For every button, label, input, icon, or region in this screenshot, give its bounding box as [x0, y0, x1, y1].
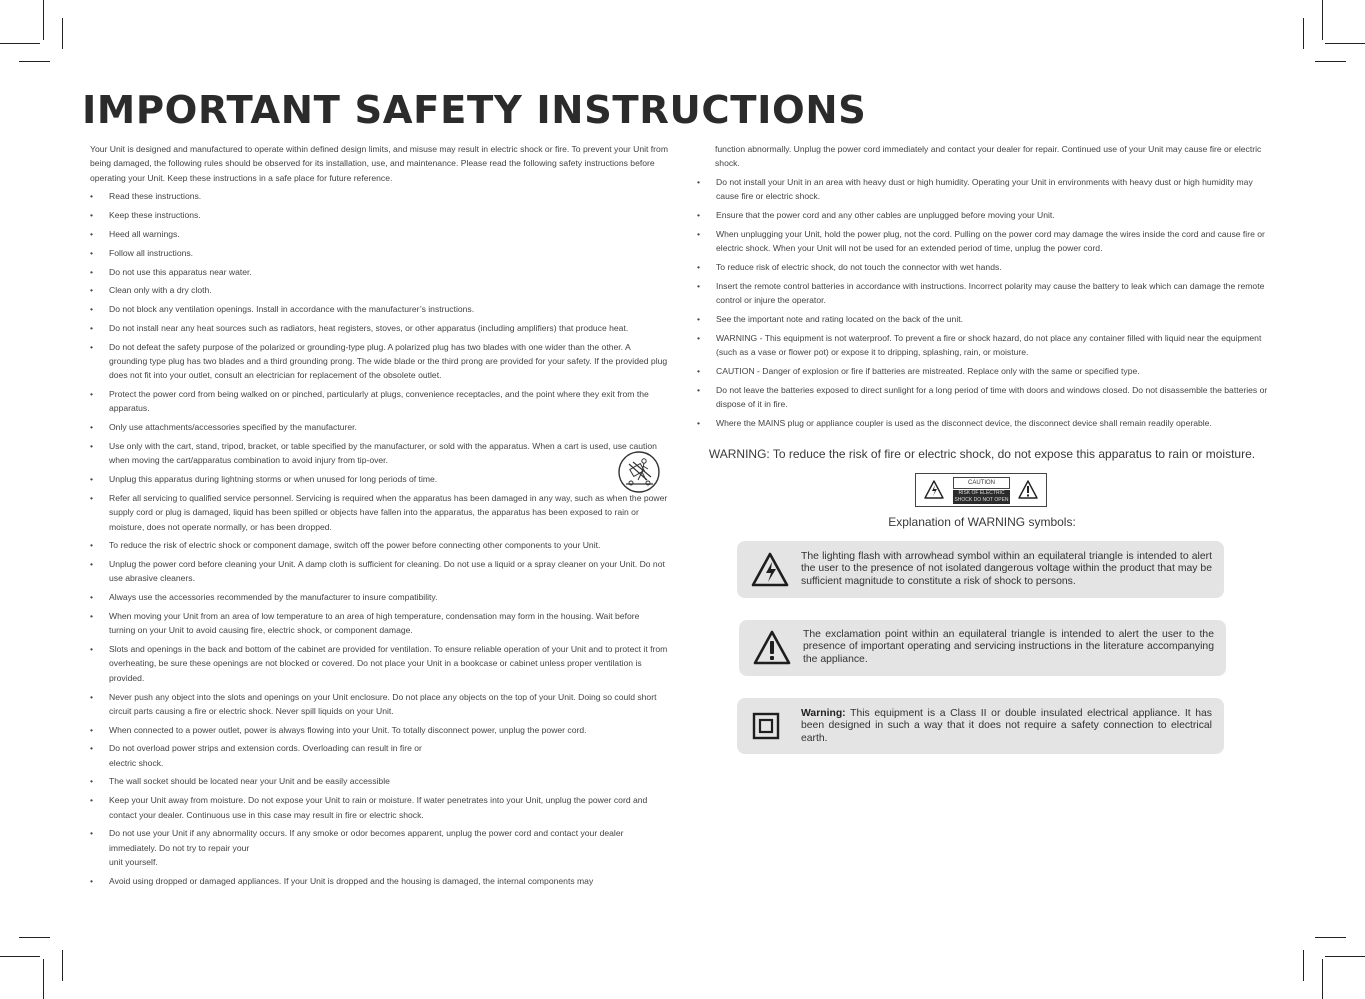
crop-mark [19, 937, 50, 938]
list-item: • When unplugging your Unit, hold the power plug, not the cord. Pulling on the power cord may damage the wires inside the cord and cause fire or electric shock. When your Unit will not be used for an extended period of time, unplug the power cord. [697, 227, 1269, 256]
continuation-paragraph: function abnormally. Unplug the power cord immediately and contact your dealer for repair. Continued use of your Unit may cause fire or electric shock. [715, 144, 1262, 169]
left-column [90, 142, 668, 893]
list-item: • Unplug the power cord before cleaning your Unit. A damp cloth is sufficient for cleaning. Do not use a liquid or a spray cleaner on your Unit. Do not use abrasive cleaners. [90, 557, 668, 586]
list-item: • Heed all warnings. [90, 227, 668, 241]
caution-label [915, 473, 1047, 507]
list-item: • Keep your Unit away from moisture. Do not expose your Unit to rain or moisture. If water penetrates into your Unit, unplug the power cord and contact your dealer. Continuous use in this case may result in fire or electric shock. [90, 793, 668, 822]
list-item: • Slots and openings in the back and bottom of the cabinet are provided for ventilation. To ensure reliable operation of your Unit and to protect it from overheating, be sure these openings are not blocked or covered. Do not place your Unit in a bookcase or cabinet unless proper ventilation is provided. [90, 642, 668, 685]
crop-mark [0, 43, 40, 44]
lightning-triangle-icon [924, 480, 944, 500]
symbol-description: The lighting flash with arrowhead symbol within an equilateral triangle is intended to alert the user to the presence of not isolated dangerous voltage within the product that may be sufficient magnitude to constitute a risk of shock to persons. [801, 551, 1212, 587]
list-item: • When connected to a power outlet, power is always flowing into your Unit. To totally disconnect power, unplug the power cord. [90, 723, 668, 737]
intro-paragraph: Your Unit is designed and manufactured to operate within defined design limits, and misuse may result in electric shock or fire. To prevent your Unit from being damaged, the following rules should be observed for its installation, use, and maintenance. Please read the following safety instructions before operating your Unit. Keep these instructions in a safe place for future reference. [90, 144, 668, 183]
list-item: • To reduce the risk of electric shock or component damage, switch off the power before connecting other components to your Unit. [90, 538, 668, 552]
crop-mark [1322, 0, 1323, 40]
crop-mark [1315, 937, 1346, 938]
left-instruction-list [90, 189, 668, 888]
caution-label-subtitle: RISK OF ELECTRIC SHOCK DO NOT OPEN [954, 490, 1009, 503]
class-ii-text: This equipment is a Class II or double insulated electrical appliance. It has been designed in such a way that it does not require a safety connection to electrical earth. [801, 708, 1213, 744]
list-item: • The wall socket should be located near your Unit and be easily accessible [90, 774, 668, 788]
list-item: • Refer all servicing to qualified service personnel. Servicing is required when the apparatus has been damaged in any way, such as when the power supply cord or plug is damaged, liquid has been spilled or objects have fallen into the apparatus, the apparatus has been exposed to rain or moisture, does not operate normally, or has been dropped. [90, 491, 668, 534]
crop-mark [0, 956, 40, 957]
list-item: • CAUTION - Danger of explosion or fire if batteries are mistreated. Replace only with the same or specified type. [697, 364, 1269, 378]
caution-label-title: CAUTION [953, 477, 1010, 489]
crop-mark [43, 0, 44, 40]
crop-mark [62, 18, 63, 49]
symbol-panel-exclamation [739, 620, 1226, 676]
list-item: • See the important note and rating located on the back of the unit. [697, 312, 1269, 326]
list-item: • Do not leave the batteries exposed to direct sunlight for a long period of time with doors and windows closed. Do not disassemble the batteries or dispose of it in fire. [697, 383, 1269, 412]
list-item: • Only use attachments/accessories specified by the manufacturer. [90, 420, 668, 434]
list-item: • Unplug this apparatus during lightning storms or when unused for long periods of time. [90, 472, 668, 486]
class-ii-double-square-icon [751, 711, 781, 741]
list-item: • Never push any object into the slots and openings on your Unit enclosure. Do not place any objects on the top of your Unit. Doing so could short circuit parts causing a fire or electric shock. Never spill liquids on your Unit. [90, 690, 668, 719]
list-item: • Read these instructions. [90, 189, 668, 203]
symbol-description: The exclamation point within an equilateral triangle is intended to alert the user to the presence of important operating and servicing instructions in the literature accompanying the appliance. [803, 629, 1214, 665]
exclamation-triangle-icon [1018, 480, 1038, 500]
symbol-panel-class-ii [737, 698, 1224, 754]
list-item: • Do not install your Unit in an area with heavy dust or high humidity. Operating your Unit in environments with heavy dust or high humidity may cause fire or electric shock. [697, 175, 1269, 204]
list-item: • Do not use this apparatus near water. [90, 265, 668, 279]
list-item: • Avoid using dropped or damaged appliances. If your Unit is dropped and the housing is damaged, the internal components may [90, 874, 668, 888]
crop-mark [62, 950, 63, 981]
symbol-description [801, 708, 1212, 745]
list-item: • Ensure that the power cord and any other cables are unplugged before moving your Unit. [697, 208, 1269, 222]
rain-moisture-warning: WARNING: To reduce the risk of fire or electric shock, do not expose this apparatus to rain or moisture. [708, 447, 1256, 461]
page-title: IMPORTANT SAFETY INSTRUCTIONS [82, 88, 867, 133]
crop-mark [1315, 61, 1346, 62]
list-item: • Clean only with a dry cloth. [90, 283, 668, 297]
crop-mark [1303, 950, 1304, 981]
crop-mark [1325, 43, 1365, 44]
list-item: • Do not use your Unit if any abnormality occurs. If any smoke or odor becomes apparent, unplug the power cord and contact your dealer immediately. Do not try to repair your unit yourself. [90, 826, 668, 869]
list-item: • Always use the accessories recommended by the manufacturer to insure compatibility. [90, 590, 668, 604]
exclamation-triangle-icon [753, 630, 791, 666]
list-item: • Where the MAINS plug or appliance coupler is used as the disconnect device, the disconnect device shall remain readily operable. [697, 416, 1269, 430]
list-item: • Keep these instructions. [90, 208, 668, 222]
list-item: • WARNING - This equipment is not waterproof. To prevent a fire or shock hazard, do not place any container filled with liquid near the equipment (such as a vase or flower pot) or expose it to dripping, splashing, rain, or moisture. [697, 331, 1269, 360]
cart-tipover-warning-icon [617, 450, 661, 494]
list-item: • Do not install near any heat sources such as radiators, heat registers, stoves, or other apparatus (including amplifiers) that produce heat. [90, 321, 668, 335]
lightning-triangle-icon [751, 552, 789, 588]
explanation-title: Explanation of WARNING symbols: [888, 515, 1076, 529]
list-item: • Do not overload power strips and extension cords. Overloading can result in fire or electric shock. [90, 741, 668, 770]
list-item: • Do not defeat the safety purpose of the polarized or grounding-type plug. A polarized plug has two blades with one wider than the other. A grounding type plug has two blades and a third grounding prong. The wide blade or the third prong are provided for your safety. If the provided plug does not fit into your outlet, consult an electrician for replacement of the obsolete outlet. [90, 340, 668, 383]
crop-mark [1322, 959, 1323, 999]
list-item: • Use only with the cart, stand, tripod, bracket, or table specified by the manufacturer, or sold with the apparatus. When a cart is used, use caution when moving the cart/apparatus combination to avoid injury from tip-over. [90, 439, 668, 468]
list-item: • Protect the power cord from being walked on or pinched, particularly at plugs, convenience receptacles, and the point where they exit from the apparatus. [90, 387, 668, 416]
right-column [697, 142, 1269, 435]
list-item: • When moving your Unit from an area of low temperature to an area of high temperature, condensation may form in the housing. Wait before turning on your Unit to avoid causing fire, electric shock, or component damage. [90, 609, 668, 638]
list-item: • Do not block any ventilation openings. Install in accordance with the manufacturer’s instructions. [90, 302, 668, 316]
symbol-panel-lightning [737, 541, 1224, 598]
warning-label: Warning: [801, 708, 846, 719]
list-item: • To reduce risk of electric shock, do not touch the connector with wet hands. [697, 260, 1269, 274]
list-item: • Follow all instructions. [90, 246, 668, 260]
crop-mark [1303, 18, 1304, 49]
crop-mark [43, 959, 44, 999]
list-item: • Insert the remote control batteries in accordance with instructions. Incorrect polarity may cause the battery to leak which can damage the remote control or injure the operator. [697, 279, 1269, 308]
crop-mark [1325, 956, 1365, 957]
right-instruction-list [697, 175, 1269, 430]
crop-mark [19, 61, 50, 62]
